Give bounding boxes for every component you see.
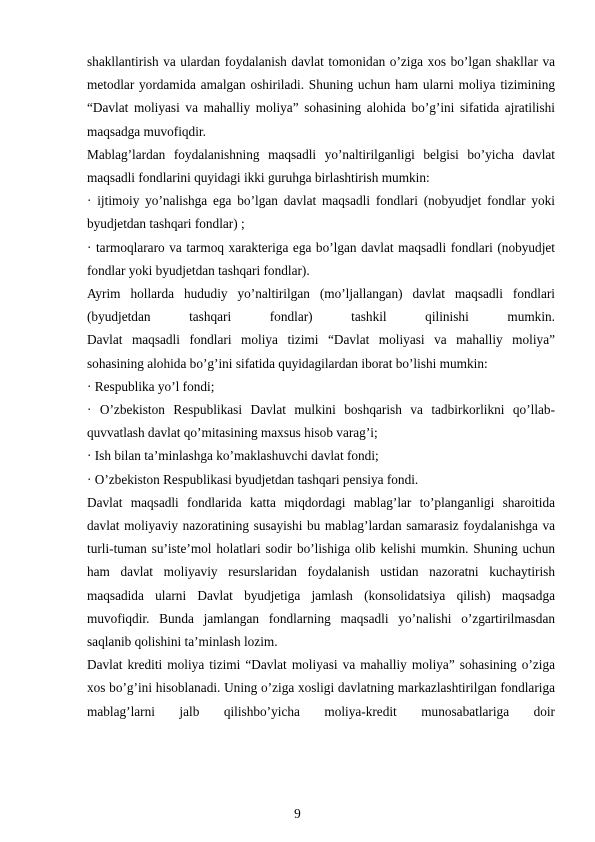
document-body bbox=[87, 50, 555, 723]
paragraph: shakllantirish va ulardan foydalanish davlat tomonidan o’ziga xos bo’lgan shakllar va metodlar yordamida amalgan oshiriladi. Shuning uchun ham ularni moliya tizimining “Davlat moliyasi va mahalliy moliya” sohasining alohida bo’g’ini sifatida ajratilishi maqsadga muvofiqdir. bbox=[87, 54, 555, 139]
bullet-item: · ijtimoiy yo’nalishga ega bo’lgan davlat maqsadli fondlari (nobyudjet fondlar yoki byudjetdan tashqari fondlar) ; bbox=[87, 193, 555, 232]
bullet-item: · O’zbekiston Respublikasi Davlat mulkini boshqarish va tadbirkorlikni qo’llab-quvvatlash davlat qo’mitasining maxsus hisob varag’i; bbox=[87, 402, 555, 441]
bullet-item: · Ish bilan ta’minlashga ko’maklashuvchi davlat fondi; bbox=[87, 448, 379, 464]
bullet-item: · tarmoqlararo va tarmoq xarakteriga ega bo’lgan davlat maqsadli fondlari (nobyudjet fondlar yoki byudjetdan tashqari fondlar). bbox=[87, 239, 555, 278]
paragraph: Davlat maqsadli fondlari moliya tizimi “Davlat moliyasi va mahalliy moliya” sohasining alohida bo’g’ini sifatida quyidagilardan iborat bo’lishi mumkin: bbox=[87, 332, 555, 371]
paragraph: Mablag’lardan foydalanishning maqsadli yo’naltirilganligi belgisi bo’yicha davlat maqsadli fondlarini quyidagi ikki guruhga birlashtirish mumkin: bbox=[87, 146, 555, 186]
bullet-item: · O’zbekiston Respublikasi byudjetdan tashqari pensiya fondi. bbox=[87, 471, 419, 487]
paragraph: Davlat krediti moliya tizimi “Davlat moliyasi va mahalliy moliya” sohasining o’ziga xos bo’g’ini hisoblanadi. Uning o’ziga xosligi davlatning markazlashtirilgan fondlariga mablag’larni jalb qilishbo’yicha moliya-kredit munosabatlariga doir bbox=[87, 657, 555, 719]
bullet-item: · Respublika yo’l fondi; bbox=[87, 378, 215, 394]
paragraph: Ayrim hollarda hududiy yo’naltirilgan (mo’ljallangan) davlat maqsadli fondlari (byudjetdan tashqari fondlar) tashkil qilinishi mumkin. bbox=[87, 286, 555, 325]
page-number: 9 bbox=[294, 806, 301, 821]
paragraph: Davlat maqsadli fondlarida katta miqdordagi mablag’lar to’planganligi sharoitida davlat moliyaviy nazoratining susayishi bu mablag’lardan samarasiz foydalanishga va turli-tuman su’iste’mol holatlari sodir bo’lishiga olib kelishi mumkin. Shuning uchun ham davlat moliyaviy resurslaridan foydalanish ustidan nazoratni kuchaytirish maqsadida ularni Davlat byudjetiga jamlash (konsolidatsiya qilish) maqsadga muvofiqdir. Bunda jamlangan fondlarning maqsadli yo’nalishi o’zgartirilmasdan saqlanib qolishini ta’minlash lozim. bbox=[87, 494, 555, 650]
